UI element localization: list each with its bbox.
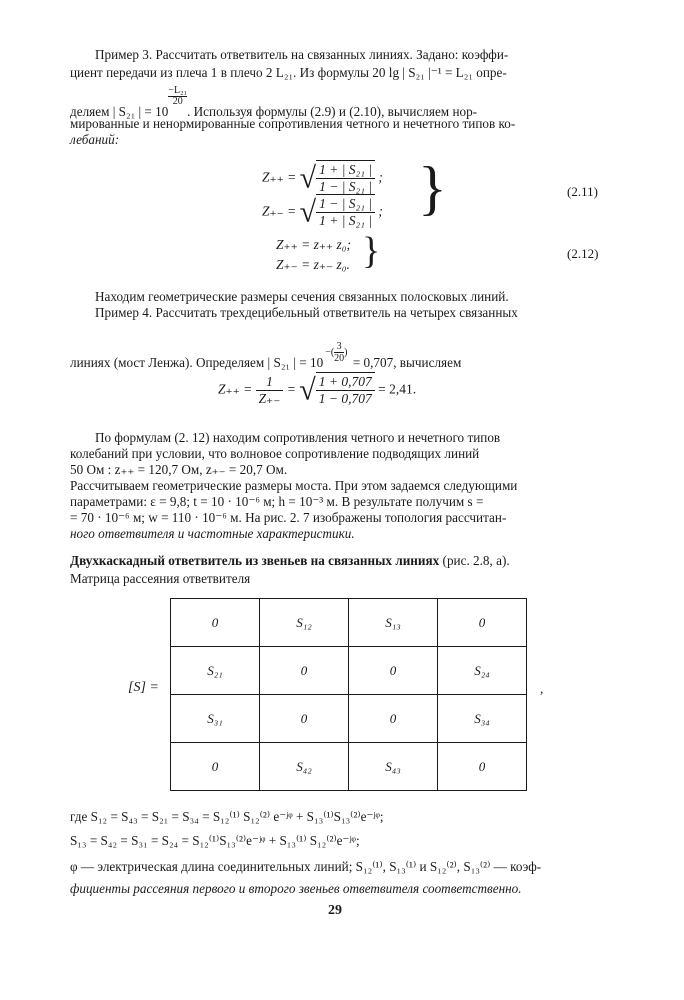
example3-exponent [168, 86, 187, 107]
example3-line4: мированные и ненормированные сопротивления четного и нечетного типов ко- [70, 116, 516, 131]
two-stage-line2: Матрица рассеяния ответвителя [70, 571, 251, 586]
right-brace-icon: } [362, 230, 381, 272]
where-line2: S₁₃ = S₄₂ = S₃₁ = S₂₄ = S₁₂⁽¹⁾S₁₃⁽²⁾e⁻ʲᵠ + S₁₃⁽¹⁾ S₁₂⁽²⁾e⁻ʲᵠ; [70, 833, 360, 848]
matrix-row [171, 695, 527, 743]
example3-line3-post: . Используя формулы (2.9) и (2.10), вычисляем нор- [187, 104, 478, 119]
para-bridge-line1: Рассчитываем геометрические размеры моста. При этом задаемся следующими [70, 478, 518, 493]
eq211-z2-lhs: Z₊₋ = [262, 203, 297, 219]
matrix-cell: 0 [349, 647, 438, 695]
example4-eq-rad-den: 1 − 0,707 [318, 391, 372, 406]
eq211-number: (2.11) [567, 184, 598, 199]
matrix-row [171, 743, 527, 791]
matrix-cell: S₃₄ [438, 695, 527, 743]
matrix-cell: S₁₂ [260, 599, 349, 647]
example3-exp-den: 20 [172, 96, 183, 107]
example3-line5: лебаний: [70, 132, 120, 147]
sqrt-icon: √ [299, 161, 317, 195]
eq211-line2 [262, 194, 383, 230]
matrix-trailing-comma: , [540, 681, 544, 696]
para-formulas-line1: По формулам (2. 12) находим сопротивления четного и нечетного типов [95, 430, 501, 445]
matrix-row [171, 647, 527, 695]
matrix-cell: S₄₃ [349, 743, 438, 791]
page-number: 29 [328, 903, 342, 918]
matrix-cell: 0 [438, 743, 527, 791]
matrix-label: [S] = [128, 680, 159, 695]
two-stage-rest: (рис. 2.8, а). [439, 553, 510, 568]
matrix-cell: S₁₃ [349, 599, 438, 647]
two-stage-heading: Двухкаскадный ответвитель из звеньев на связанных линиях [70, 553, 440, 568]
where-line3: φ — электрическая длина соединительных линий; S₁₂⁽¹⁾, S₁₃⁽¹⁾ и S₁₂⁽²⁾, S₁₃⁽²⁾ — коэф- [70, 859, 542, 874]
example4-eq-result: = 2,41. [378, 381, 417, 397]
sqrt-icon: √ [299, 195, 317, 229]
eq211-z1-lhs: Z₊₊ = [262, 169, 297, 185]
para-bridge-line3: = 70 · 10⁻⁶ м; w = 110 · 10⁻⁶ м. На рис. 2. 7 изображены топология рассчитан- [70, 510, 507, 525]
right-brace-icon: } [418, 155, 447, 221]
matrix-cell: 0 [260, 695, 349, 743]
two-stage-line1 [70, 552, 510, 569]
para-formulas-line3: 50 Ом : z₊₊ = 120,7 Ом, z₊₋ = 20,7 Ом. [70, 462, 288, 477]
eq211-line1 [262, 160, 383, 196]
matrix-cell: S₂₄ [438, 647, 527, 695]
matrix-cell: 0 [349, 695, 438, 743]
eq211-z2-den: 1 + | S₂₁ | [319, 213, 373, 228]
example4-line1: Пример 4. Рассчитать трехдецибельный ответвитель на четырех связанных [95, 305, 518, 320]
para-geom: Находим геометрические размеры сечения связанных полосковых линий. [95, 289, 509, 304]
eq211-z1-den: 1 − | S₂₁ | [319, 179, 373, 194]
matrix-cell: S₃₁ [171, 695, 260, 743]
where-line1: где S₁₂ = S₄₃ = S₂₁ = S₃₄ = S₁₂⁽¹⁾ S₁₂⁽²⁾ e⁻ʲᵠ + S₁₃⁽¹⁾S₁₃⁽²⁾e⁻ʲᵠ; [70, 809, 384, 824]
eq211-z2-num: 1 − | S₂₁ | [316, 196, 375, 213]
eq212-line1: Z₊₊ = z₊₊ z₀; [276, 237, 351, 252]
example4-equation: Z₊₊ = $\frac{1}{Z_{+-}}$ = √ $\frac{1 + 0,707}{1 - 0,707}$ = 2,41. [218, 373, 417, 407]
example4-eq-rad-num: 1 + 0,707 [316, 374, 375, 391]
para-bridge-line2: параметрами: ε = 9,8; t = 10 · 10⁻⁶ м; h = 10⁻³ м. В результате получим s = [70, 494, 484, 509]
example4-eq-lhs: Z₊₊ = [218, 381, 253, 397]
example3-line3-pre: деляем | S₂₁ | = 10 [70, 104, 169, 119]
example4-line2-post: = 0,707, вычисляем [352, 354, 462, 370]
eq212-line2: Z₊₋ = z₊₋ z₀. [276, 257, 350, 272]
para-formulas-line2: колебаний при условии, что волновое сопротивление подводящих линий [70, 446, 480, 461]
example4-line2 [70, 341, 461, 371]
eq212-number: (2.12) [567, 246, 599, 261]
example4-line2-pre: линиях (мост Ленжа). Определяем | S₂₁ | = 10 [70, 354, 324, 370]
example4-exponent: −( $\frac{3}{20}$ ) [325, 341, 348, 364]
where-line4: фициенты рассеяния первого и второго звеньев ответвителя соответственно. [70, 881, 522, 896]
matrix-cell: 0 [438, 599, 527, 647]
sqrt-icon: √ [299, 373, 316, 407]
example4-eq-frac-den: Z₊₋ [258, 391, 281, 406]
matrix-cell: 0 [260, 647, 349, 695]
para-bridge-line4: ного ответвителя и частотные характеристики. [70, 526, 355, 541]
eq211-z1-num: 1 + | S₂₁ | [316, 162, 375, 179]
matrix-cell: S₄₂ [260, 743, 349, 791]
example4-eq-frac-num: 1 [256, 374, 284, 391]
example3-line2: циент передачи из плеча 1 в плечо 2 L₂₁. Из формулы 20 lg | S₂₁ |⁻¹ = L₂₁ опре- [70, 65, 507, 80]
example4-exp-den: 20 [334, 353, 345, 364]
matrix-cell: 0 [171, 599, 260, 647]
eq211-sep1: ; [378, 169, 383, 185]
example4-exp-num: 3 [334, 341, 344, 353]
example3-line1: Пример 3. Рассчитать ответвитель на связанных линиях. Задано: коэффи- [95, 47, 509, 62]
eq211-sep2: ; [378, 203, 383, 219]
matrix-row [171, 599, 527, 647]
matrix-cell: S₂₁ [171, 647, 260, 695]
example3-exp-num: −L₂₁ [168, 85, 188, 96]
matrix-cell: 0 [171, 743, 260, 791]
scattering-matrix [170, 598, 527, 791]
